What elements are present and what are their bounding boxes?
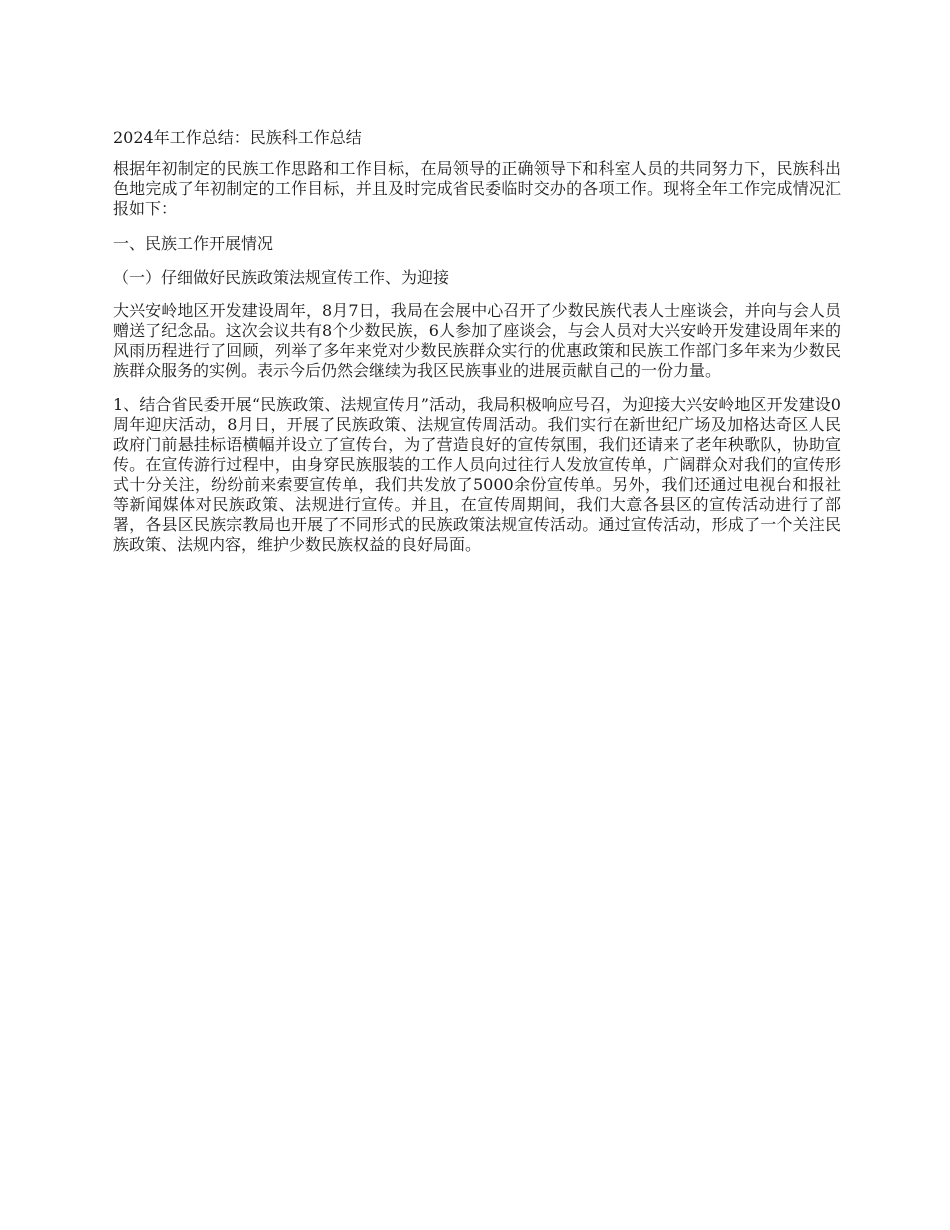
document-page	[113, 127, 841, 569]
body-paragraph-1: 大兴安岭地区开发建设周年，8月7日，我局在会展中心召开了少数民族代表人士座谈会，并向与会人员赠送了纪念品。这次会议共有8个少数民族，6人参加了座谈会，与会人员对大兴安岭开发建设周年来的风雨历程进行了回顾，列举了多年来党对少数民族群众实行的优惠政策和民族工作部门多年来为少数民族群众服务的实例。表示今后仍然会继续为我区民族事业的进展贡献自己的一份力量。	[113, 301, 841, 380]
intro-paragraph: 根据年初制定的民族工作思路和工作目标，在局领导的正确领导下和科室人员的共同努力下，民族科出色地完成了年初制定的工作目标，并且及时完成省民委临时交办的各项工作。现将全年工作完成情况汇报如下：	[113, 159, 841, 218]
section-heading: 一、民族工作开展情况	[113, 234, 274, 253]
subsection-heading: （一）仔细做好民族政策法规宣传工作、为迎接	[113, 268, 450, 287]
body-paragraph-2: 1、结合省民委开展“民族政策、法规宣传月”活动，我局积极响应号召，为迎接大兴安岭地区开发建设0周年迎庆活动，8月日，开展了民族政策、法规宣传周活动。我们实行在新世纪广场及加格达奇区人民政府门前悬挂标语横幅并设立了宣传台，为了营造良好的宣传氛围，我们还请来了老年秧歌队，协助宣传。在宣传游行过程中，由身穿民族服装的工作人员向过往行人发放宣传单，广阔群众对我们的宣传形式十分关注，纷纷前来索要宣传单，我们共发放了5000余份宣传单。另外，我们还通过电视台和报社等新闻媒体对民族政策、法规进行宣传。并且，在宣传周期间，我们大意各县区的宣传活动进行了部署，各县区民族宗教局也开展了不同形式的民族政策法规宣传活动。通过宣传活动，形成了一个关注民族政策、法规内容，维护少数民族权益的良好局面。	[113, 395, 841, 554]
document-title: 2024年工作总结：民族科工作总结	[113, 128, 362, 147]
